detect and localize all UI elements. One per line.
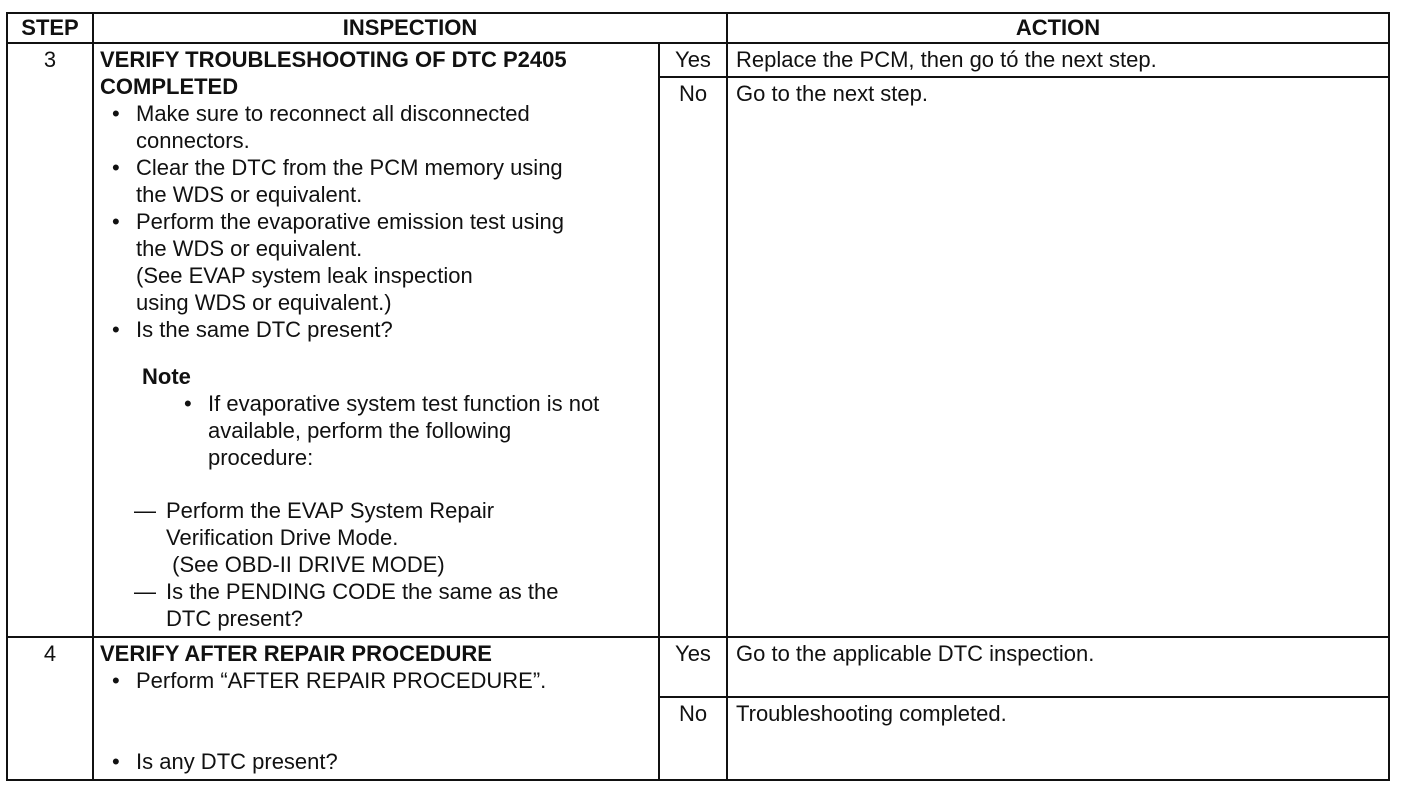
note-bullets: [172, 390, 650, 471]
step-3-yes-row: [7, 43, 1389, 77]
step-title: VERIFY AFTER REPAIR PROCEDURE: [100, 641, 492, 666]
action-text: Replace the PCM, then go tó the next step.: [727, 43, 1389, 77]
spacer: [100, 471, 650, 497]
list-item: [172, 390, 650, 471]
list-item: • Is any DTC present?: [100, 748, 650, 775]
answer-yes: Yes: [659, 637, 727, 697]
dash-item: [100, 497, 650, 578]
dash-line: Perform the EVAP System Repair: [166, 498, 495, 523]
dash-mark: —: [134, 498, 156, 523]
bullet-line: (See EVAP system leak inspection: [136, 263, 473, 288]
step-number: 4: [7, 637, 93, 780]
bullet-line: • Is the same DTC present?: [136, 317, 393, 342]
dash-line: (See OBD-II DRIVE MODE): [166, 552, 445, 577]
list-item: [100, 208, 650, 316]
inspection-header: INSPECTION: [93, 13, 727, 43]
bullet-line: • Make sure to reconnect all disconnected: [136, 101, 530, 126]
note-title: Note: [142, 364, 191, 389]
bullet-line: procedure:: [208, 445, 314, 470]
step-title: COMPLETED: [100, 74, 239, 99]
list-item: • Perform “AFTER REPAIR PROCEDURE”.: [100, 667, 650, 694]
list-item: [100, 316, 650, 343]
spacer: [100, 694, 650, 748]
dash-item: [100, 578, 650, 632]
bullet-line: the WDS or equivalent.: [136, 182, 363, 207]
header-row: [7, 13, 1389, 43]
answer-no: No: [659, 697, 727, 780]
action-text: Go to the applicable DTC inspection.: [727, 637, 1389, 697]
dash-line: DTC present?: [166, 606, 303, 631]
step-number: 3: [7, 43, 93, 637]
step-4-inspection: [93, 637, 659, 780]
bullet-line: • If evaporative system test function is not: [208, 391, 600, 416]
bullet-line: • Perform the evaporative emission test using: [136, 209, 564, 234]
action-text: Go to the next step.: [727, 77, 1389, 637]
step-4-yes-row: [7, 637, 1389, 697]
bullet-line: the WDS or equivalent.: [136, 236, 363, 261]
troubleshooting-table: [6, 12, 1390, 781]
inspection-bullets: [100, 748, 650, 775]
dash-mark: —: [134, 579, 156, 604]
action-header: ACTION: [727, 13, 1389, 43]
bullet-line: • Clear the DTC from the PCM memory using: [136, 155, 563, 180]
bullet-line: using WDS or equivalent.): [136, 290, 392, 315]
step-header: STEP: [7, 13, 93, 43]
step-3-inspection: [93, 43, 659, 637]
bullet-line: available, perform the following: [208, 418, 512, 443]
list-item: [100, 100, 650, 154]
bullet-line: connectors.: [136, 128, 250, 153]
dash-line: Is the PENDING CODE the same as the: [166, 579, 559, 604]
step-title: VERIFY TROUBLESHOOTING OF DTC P2405: [100, 47, 567, 72]
inspection-bullets: [100, 100, 650, 343]
inspection-bullets: [100, 667, 650, 694]
action-text: Troubleshooting completed.: [727, 697, 1389, 780]
answer-no: No: [659, 77, 727, 637]
dash-line: Verification Drive Mode.: [166, 525, 399, 550]
answer-yes: Yes: [659, 43, 727, 77]
list-item: [100, 154, 650, 208]
